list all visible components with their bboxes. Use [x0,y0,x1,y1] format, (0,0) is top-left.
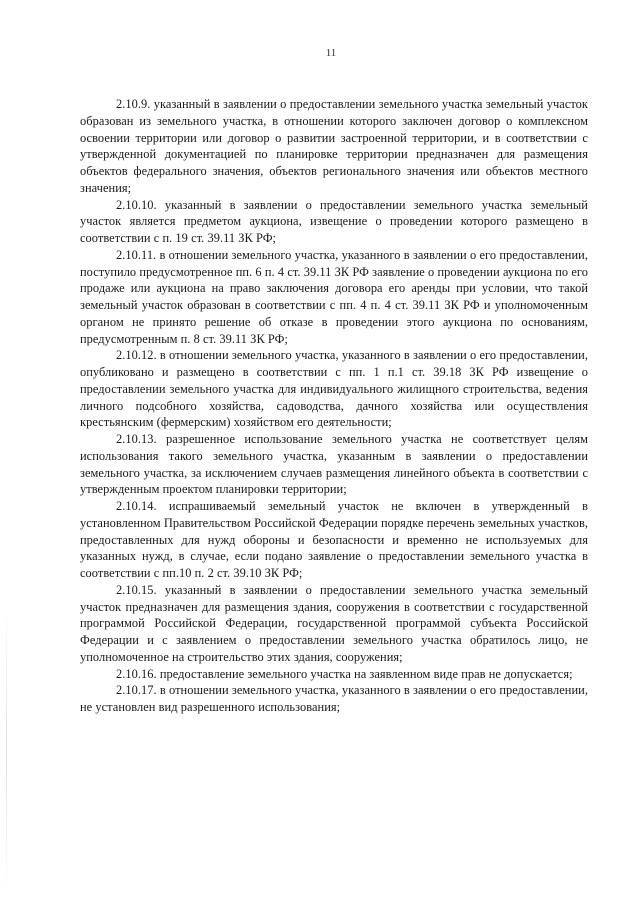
paragraph-2-10-16: 2.10.16. предоставление земельного участка на заявленном виде прав не допускается; [116,666,573,681]
paragraph-2-10-14: 2.10.14. испрашиваемый земельный участок не включен в утвержденный в установленном Правительством Российской Федерации порядке перечень земельных участков, предоставленных для нужд обороны и безопасности и временно не используемых для указанных нужд, в случае, если подано заявление о предоставлении земельного участка в соответствии с пп.10 п. 2 ст. 39.10 ЗК РФ; [80,499,588,580]
paragraph-2-10-10: 2.10.10. указанный в заявлении о предоставлении земельного участка земельный участок является предметом аукциона, извещение о проведении которого размещено в соответствии с п. 19 ст. 39.11 ЗК РФ; [80,197,588,245]
paragraph-2-10-9: 2.10.9. указанный в заявлении о предоставлении земельного участка земельный участок образован из земельного участка, в отношении которого заключен договор о комплексном освоении территории или договор о развитии застроенной территории, и в соответствии с утвержденной документацией по планировке территории предназначен для размещения объектов федерального значения, объектов регионального значения или объектов местного значения; [80,97,588,195]
paragraph-2-10-17: 2.10.17. в отношении земельного участка, указанного в заявлении о его предоставлении, не установлен вид разрешенного использования; [80,683,588,714]
paragraph-2-10-15: 2.10.15. указанный в заявлении о предоставлении земельного участка земельный участок предназначен для размещения здания, сооружения в соответствии с государственной программой Российской Федерации, государственной программой субъекта Российской Федерации и с заявлением о предоставлении земельного участка обратилось лицо, не уполномоченное на строительство этих здания, сооружения; [80,582,588,664]
page-number: 11 [325,47,337,59]
paragraph-2-10-12: 2.10.12. в отношении земельного участка, указанного в заявлении о его предоставлении, опубликовано и размещено в соответствии с пп. 1 п.1 ст. 39.18 ЗК РФ извещение о предоставлении земельного участка для индивидуального жилищного строительства, ведения личного подсобного хозяйства, садоводства, дачного хозяйства или осуществления крестьянским (фермерским) хозяйством его деятельности; [80,348,588,430]
scan-edge-shadow [6,600,7,900]
paragraph-2-10-13: 2.10.13. разрешенное использование земельного участка не соответствует целям использования такого земельного участка, указанным в заявлении о предоставлении земельного участка, за исключением случаев размещения линейного объекта в соответствии с утвержденным проектом планировки территории; [80,432,588,497]
paragraph-2-10-11: 2.10.11. в отношении земельного участка, указанного в заявлении о его предоставлении, поступило предусмотренное пп. 6 п. 4 ст. 39.11 ЗК РФ заявление о проведении аукциона по его продаже или аукциона на право заключения договора его аренды при условии, что такой земельный участок образован в соответствии с пп. 4 п. 4 ст. 39.11 ЗК РФ и уполномоченным органом не принято решение об отказе в проведении этого аукциона по основаниям, предусмотренным п. 8 ст. 39.11 ЗК РФ; [80,247,588,346]
document-body [80,96,588,716]
